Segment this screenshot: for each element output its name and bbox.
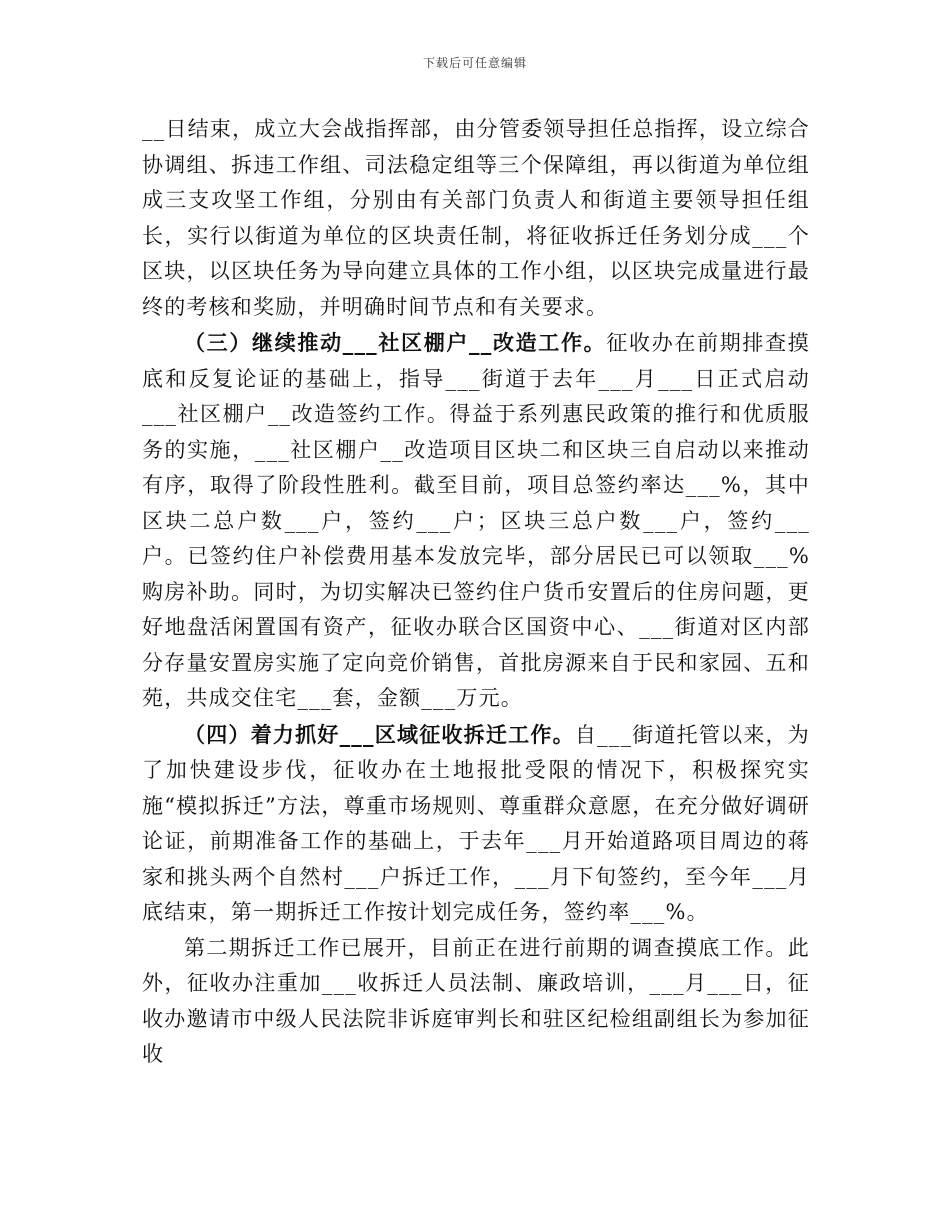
paragraph-continuation — [142, 112, 810, 325]
paragraph-text: 征收办在前期排查摸底和反复论证的基础上，指导___街道于去年___月___日正式启动___社区棚户__改造签约工作。得益于系列惠民政策的推行和优质服务的实施，___社区棚户__改造项目区块二和区块三自启动以来推动有序，取得了阶段性胜利。截至目前，项目总签约率达___%，其中区块二总户数___户，签约___户；区块三总户数___户，签约___户。已签约住户补偿费用基本发放完毕，部分居民已可以领取___%购房补助。同时，为切实解决已签约住户货币安置后的住房问题，更好地盘活闲置国有资产，征收办联合区国资中心、___街道对区内部分存量安置房实施了定向竞价销售，首批房源来自于民和家园、五和苑，共成交住宅___套，金额___万元。 — [142, 331, 810, 710]
section-heading-four: （四）着力抓好___区域征收拆迁工作。 — [184, 721, 575, 747]
paragraph-phase-two — [142, 931, 810, 1073]
paragraph-text: 自___街道托管以来，为了加快建设步伐，征收办在土地报批受限的情况下，积极探究实施“模拟拆迁”方法，尊重市场规则、尊重群众意愿，在充分做好调研论证，前期准备工作的基础上，于去年___月开始道路项目周边的蒋家和挑头两个自然村___户拆迁工作，___月下旬签约，至今年___月底结束，第一期拆迁工作按计划完成任务，签约率___%。 — [142, 722, 810, 924]
page-header: 下载后可任意编辑 — [422, 56, 527, 70]
document-body — [142, 112, 810, 1073]
section-heading-three: （三）继续推动___社区棚户__改造工作。 — [184, 330, 607, 355]
paragraph-section-three — [142, 325, 810, 717]
paragraph-section-four — [142, 717, 810, 931]
paragraph-text: __日结束，成立大会战指挥部，由分管委领导担任总指挥，设立综合协调组、拆违工作组、司法稳定组等三个保障组，再以街道为单位组成三支攻坚工作组，分别由有关部门负责人和街道主要领导担任组长，实行以街道为单位的区块责任制，将征收拆迁任务划分成___个区块，以区块任务为导向建立具体的工作小组，以区块完成量进行最终的考核和奖励，并明确时间节点和有关要求。 — [142, 117, 810, 319]
paragraph-text: 第二期拆迁工作已展开，目前正在进行前期的调查摸底工作。此外，征收办注重加___收拆迁人员法制、廉政培训，___月___日，征收办邀请市中级人民法院非诉庭审判长和驻区纪检组副组长为参加征收 — [142, 935, 810, 1066]
